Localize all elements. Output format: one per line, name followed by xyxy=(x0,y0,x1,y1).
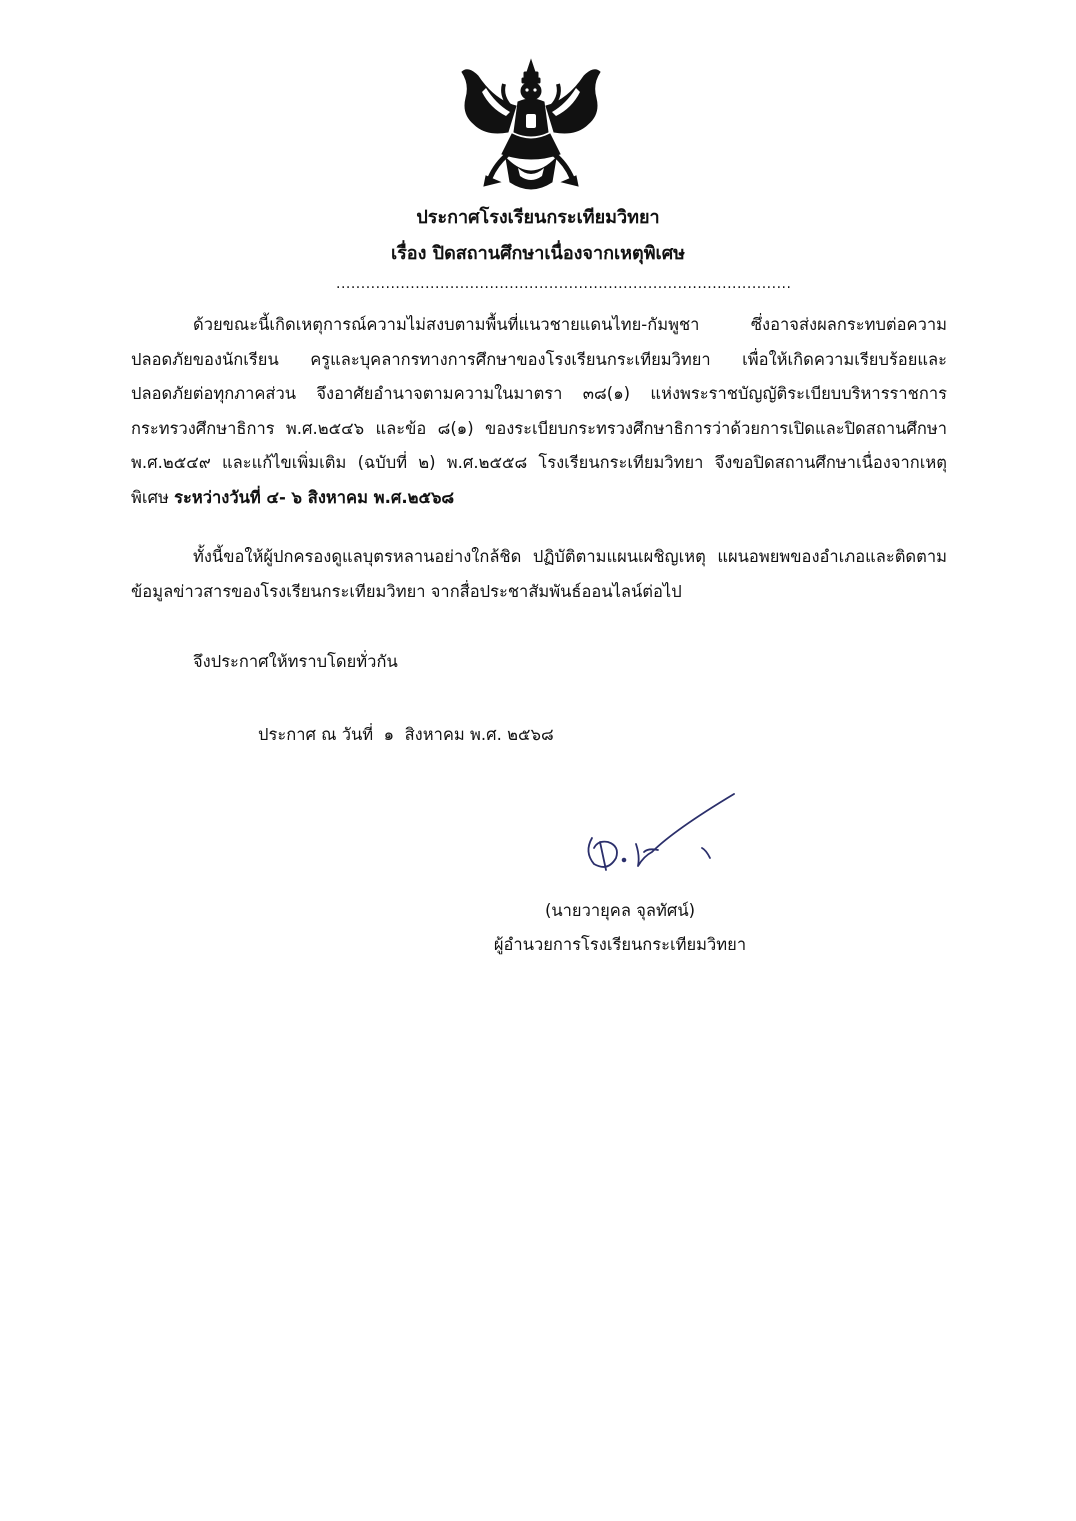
body-paragraph-3: จึงประกาศให้ทราบโดยทั่วกัน xyxy=(193,652,398,671)
body-paragraph-1 xyxy=(131,308,947,515)
handwritten-signature xyxy=(578,786,748,876)
closure-dates: ระหว่างวันที่ ๔- ๖ สิงหาคม พ.ศ.๒๕๖๘ xyxy=(174,487,455,507)
signer-position: ผู้อำนวยการโรงเรียนกระเทียมวิทยา xyxy=(493,935,747,954)
announcement-date: ประกาศ ณ วันที่ ๑ สิงหาคม พ.ศ. ๒๕๖๘ xyxy=(258,725,554,744)
body-paragraph-2: ทั้งนี้ขอให้ผู้ปกครองดูแลบุตรหลานอย่างใกล้ชิด ปฏิบัติตามแผนเผชิญเหตุ แผนอพยพของอำเภอและติดตามข้อมูลข่าวสารของโรงเรียนกระเทียมวิทยา จากสื่อประชาสัมพันธ์ออนไลน์ต่อไป xyxy=(131,547,947,601)
dotted-separator: ............................................................................................ xyxy=(336,276,792,292)
announcement-title: ประกาศโรงเรียนกระเทียมวิทยา xyxy=(416,207,660,228)
body-paragraph-1-text: ด้วยขณะนี้เกิดเหตุการณ์ความไม่สงบตามพื้นที่แนวชายแดนไทย-กัมพูชา ซึ่งอาจส่งผลกระทบต่อความปลอดภัยของนักเรียน ครูและบุคลากรทางการศึกษาของโรงเรียนกระเทียมวิทยา เพื่อให้เกิดความเรียบร้อยและปลอดภัยต่อทุกภาคส่วน จึงอาศัยอำนาจตามความในมาตรา ๓๘(๑) แห่งพระราชบัญญัติระเบียบบริหารราชการกระทรวงศึกษาธิการ พ.ศ.๒๕๔๖ และข้อ ๘(๑) ของระเบียบกระทรวงศึกษาธิการว่าด้วยการเปิดและปิดสถานศึกษา พ.ศ.๒๕๔๙ และแก้ไขเพิ่มเติม (ฉบับที่ ๒) พ.ศ.๒๕๕๘ โรงเรียนกระเทียมวิทยา จึงขอปิดสถานศึกษาเนื่องจากเหตุพิเศษ xyxy=(131,315,947,507)
garuda-emblem-icon xyxy=(456,58,606,198)
announcement-subject: เรื่อง ปิดสถานศึกษาเนื่องจากเหตุพิเศษ xyxy=(390,243,686,264)
signer-name: (นายวายุคล จุลทัศน์) xyxy=(544,901,696,920)
